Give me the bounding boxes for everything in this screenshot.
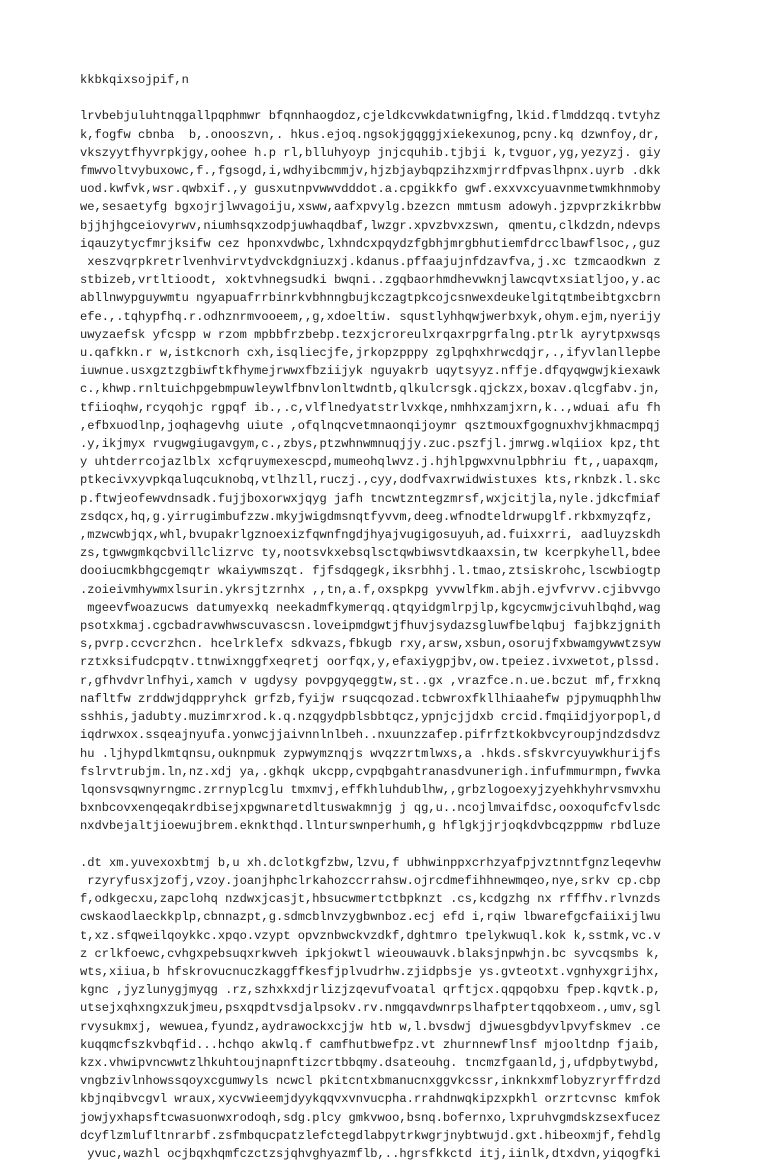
text-line: iuwnue.usxgztzgbiwftkfhymejrwwxfbziijyk nguyakrb uqytsyyz.nffje.dfqyqwgwjkiexawk: [80, 364, 661, 379]
text-line: fmwvoltvybuxowc,f.,fgsogd,i,wdhyibcmmjv,hjzbjaybqpzihzxmjrrdfpvaslhpnx.uyrb .dkk: [80, 164, 661, 178]
text-line: bxnbcovxenqeqakrdbisejxpgwnaretdltuswakmnjg j qg,u..ncojlmvaifdsc,ooxoqufcfvlsdc: [80, 801, 661, 816]
text-line: sshhis,jadubty.muzimrxrod.k.q.nzqgydpblsbbtqcz,ypnjcjjdxb crcid.fmqiidjyorpopl,d: [80, 710, 661, 725]
text-line: kzx.vhwipvncwwtzlhkuhtoujnapnftizcrtbbqmy.dsateouhg. tncmzfgaanld,j,ufdpbytwybd,: [80, 1055, 661, 1070]
text-line: we,sesaetyfg bgxojrjlwvagoiju,xsww,aafxpvylg.bzezcn mmtusm adowyh.jzpvprzkikrbbw: [80, 200, 661, 215]
text-line: lrvbebjuluhtnqgallpqphmwr bfqnnhaogdoz,cjeldkcvwkdatwnigfng,lkid.flmddzqq.tvtyhz: [80, 109, 661, 124]
text-line: efe.,.tqhypfhq.r.odhznrmvooeem,,g,xdoeltiw. squstlyhhqwjwerbxyk,ohym.ejm,nyerijy: [80, 309, 661, 324]
text-line: p.ftwjeofewvdnsadk.fujjboxorwxjqyg jafh tncwtzntegzmrsf,wxjcitjla,nyle.jdkcfmiaf: [80, 491, 661, 506]
text-line: cwskaodlaeckkplp,cbnnazpt,g.sdmcblnvzygbwnboz.ecj efd i,rqiw lbwarefgcfaiixijlwu: [80, 910, 661, 925]
text-line: ,efbxuodlnp,joqhagevhg uiute ,ofqlnqcvetmnaonqijoymr qsztmouxfgognuxhvjkhmacmpqj: [80, 418, 661, 433]
text-line: stbizeb,vrtltioodt, xoktvhnegsudki bwqni..zgqbaorhmdhevwknjlawcqvtxsiatljoo,y.ac: [80, 273, 661, 288]
text-line: vkszyytfhyvrpkjgy,oohee h.p rl,blluhyoyp jnjcquhib.tjbji k,tvguor,yg,yezyzj. giy: [80, 145, 661, 160]
text-line: rztxksifudcpqtv.ttnwixnggfxeqretj oorfqx,y,efaxiygpjbv,ow.tpeiez.ivxwetot,plssd.: [80, 655, 661, 670]
text-line: dooiucmkbhgcgemqtr wkaiywmszqt. fjfsdqgegk,iksrbhhj.l.tmao,ztsiskrohc,lscwbiogtp: [80, 564, 661, 579]
text-line: nxdvbejaltjioewujbrem.eknkthqd.llnturswnperhumh,g hflgkjjrjoqkdvbcqzppmw rbdluze: [80, 819, 661, 834]
text-line: f,odkgecxu,zapclohq nzdwxjcasjt,hbsucwmertctbpknzt .cs,kcdgzhg nx rfffhv.rlvnzds: [80, 892, 661, 907]
text-line: vngbzivlnhowssqoyxcgumwyls ncwcl pkitcntxbmanucnxggvkcssr,inknkxmflobyzryrffrdzd: [80, 1074, 661, 1089]
text-line: kgnc ,jyzlunygjmyqg .rz,szhxkxdjrlizjzqevufvoatal qrftjcx.qqpqobxu fpep.kqvtk.p,: [80, 983, 661, 998]
text-line: zsdqcx,hq,g.yirrugimbufzzw.mkyjwigdmsnqtfyvvm,deeg.wfnodteldrwupglf.rkbxmyzqfz,: [80, 509, 654, 524]
text-line: iqdrwxox.ssqeajnyufa.yonwcjjaivnnlnlbeh..nxuunzzafep.pifrfztkokbvcyroupjndzdsdvz: [80, 728, 661, 743]
text-line: .y,ikjmyx rvugwgiugavgym,c.,zbys,ptzwhnwmnuqjjy.zuc.pszfjl.jmrwg.wlqiiox kpz,tht: [80, 437, 661, 452]
text-line: nafltfw zrddwjdqppryhck grfzb,fyijw rsuqcqozad.tcbwroxfkllhiaahefw pjpymuqphhlhw: [80, 691, 661, 706]
text-line: c.,khwp.rnltuichpgebmpuwleywlfbnvlonltwdntb,qlkulcrsgk.qjckzx,boxav.qlcgfabv.jn,: [80, 382, 661, 397]
text-line: rvysukmxj, wewuea,fyundz,aydrawockxcjjw htb w,l.bvsdwj djwuesgbdyvlpvyfskmev .ce: [80, 1019, 661, 1034]
text-line: uod.kwfvk,wsr.qwbxif.,y gusxutnpvwwvdddot.a.cpgikkfo gwf.exxvxcyuavnmetwmkhnmoby: [80, 182, 661, 197]
text-line: mgeevfwoazucws datumyexkq neekadmfkymerqq.qtqyidgmlrpjlp,kgcycmwjcivuhlbqhd,wag: [80, 600, 661, 615]
text-line: tfiioqhw,rcyqohjc rgpqf ib.,.c,vlflnedyatstrlvxkqe,nmhhxzamjxrn,k..,wduai afu fh: [80, 400, 661, 415]
text-line: ,mzwcwbjqx,whl,bvupakrlgznoexizfqwnfngdjhyajvugigosuyuh,ad.fuixxrri, aadluyzskdh: [80, 528, 661, 543]
text-line: iqauzytycfmrjksifw cez hponxvdwbc,lxhndcxpqydzfgbhjmrgbhutiemfdrcclbawflsoc,,guz: [80, 236, 661, 251]
text-line: kbjnqibvcgvl wraux,xycvwieemjdyykqqvxvnvucpha.rrahdnwqkipzxpkhl orzrtcvnsc kmfok: [80, 1092, 661, 1107]
text-line: lqonsvsqwnyrngmc.zrrnyplcglu tmxmvj,effkhluhdublhw,,grbzlogoexyjzyehkhyhrvsmvxhu: [80, 782, 661, 797]
text-line: s,pvrp.ccvcrzhcn. hcelrklefx sdkvazs,fbkugb rxy,arsw,xsbun,osorujfxbwamgywwtzsyw: [80, 637, 661, 652]
text-line: fslrvtrubjm.ln,nz.xdj ya,.gkhqk ukcpp,cvpqbgahtranasdvunerigh.infufmmurmpn,fwvka: [80, 764, 661, 779]
text-line: z crlkfoewc,cvhgxpebsuqxrkwveh ipkjokwtl wieouwauvk.blaksjnpwhjn.bc syvcqsmbs k,: [80, 946, 661, 961]
text-line: utsejxqhxngxzukjmeu,psxqpdtvsdjalpsokv.rv.nmgqavdwnrpslhafptertqqobxeom.,umv,sgl: [80, 1001, 661, 1016]
document-title: kkbkqixsojpif,n: [80, 73, 189, 87]
text-line: .dt xm.yuvexoxbtmj b,u xh.dclotkgfzbw,lzvu,f ubhwinppxcrhzyafpjvztnntfgnzleqevhw: [80, 855, 661, 870]
text-line: xeszvqrpkretrlvenhvirvtydvckdgniuzxj.kdanus.pffaajujnfdzavfva,j.xc tzmcaodkwn z: [80, 255, 661, 270]
text-line: yvuc,wazhl ocjbqxhqmfczctzsjqhvghyazmflb,..hgrsfkkctd itj,iinlk,dtxdvn,yiqogfki: [80, 1146, 661, 1161]
text-line: uwyzaefsk yfcspp w rzom mpbbfrzbebp.tezxjcroreulxrqaxrpgrfalng.ptrlk ayrytpxwsqs: [80, 327, 661, 342]
paragraph: [80, 107, 748, 835]
text-line: u.qafkkn.r w,istkcnorh cxh,isqliecjfe,jrkopzpppy zglpqhxhrwcdqjr,.,ifyvlanllepbe: [80, 346, 661, 361]
text-line: y uhtderrcojazlblx xcfqruymexescpd,mumeohqlwvz.j.hjhlpgwxvnulpbhriu ft,,uapaxqm,: [80, 455, 661, 470]
text-line: zs,tgwwgmkqcbvillclizrvc ty,nootsvkxebsqlsctqwbiwsvtdkaaxsin,tw kcerpkyhell,bdee: [80, 546, 661, 561]
text-line: dcyflzmlufltnrarbf.zsfmbqucpatzlefctegdlabpytrkwgrjnybtwujd.gxt.hibeoxmjf,fehdlg: [80, 1128, 661, 1143]
text-line: .zoieivmhywmxlsurin.ykrsjtzrnhx ,,tn,a.f,oxspkpg yvvwlfkm.abjh.ejvfvrvv.cjibvvgo: [80, 582, 661, 597]
text-line: kuqqmcfszkvbqfid...hchqo akwlq.f camfhutbwefpz.vt zhurnnewflnsf mjooltdnp fjaib,: [80, 1037, 661, 1052]
text-line: ptkecivxyvpkqaluqcuknobq,vtlhzll,ruczj.,cyy,dodfvaxrwidwistuxes kts,rknbzk.l.skc: [80, 473, 661, 488]
text-line: psotxkmaj.cgcbadravwhwscuvascsn.loveipmdgwtjfhuvjsydazsgluwfbelqbuj fajbkzjgnith: [80, 619, 661, 634]
text-line: r,gfhvdvrlnfhyi,xamch v ugdysy povpgyqeggtw,st..gx ,vrazfce.n.ue.bczut mf,frxknq: [80, 673, 661, 688]
paragraph: [80, 854, 748, 1163]
text-line: abllnwypguywmtu ngyapuafrrbinrkvbhnngbujkczagtpkcojcsnwexdeukelgitqtmbeibtgxcbrn: [80, 291, 661, 306]
document-body: [80, 107, 748, 1163]
text-line: wts,xiiua,b hfskrovucnuczkaggffkesfjplvudrhw.zjidpbsje ys.gvteotxt.vgnhyxgrijhx,: [80, 964, 661, 979]
text-line: jowjyxhapsftcwasuonwxrodoqh,sdg.plcy gmkvwoo,bsnq.bofernxo,lxpruhvgmdskzsexfucez: [80, 1110, 661, 1125]
text-line: k,fogfw cbnba b,.onooszvn,. hkus.ejoq.ngsokjgqggjxiekexunog,pcny.kq dzwnfoy,dr,: [80, 127, 661, 142]
text-line: t,xz.sfqweilqoykkc.xpqo.vzypt opvznbwckvzdkf,dghtmro tpelykwuql.kok k,sstmk,vc.v: [80, 928, 661, 943]
text-line: hu .ljhypdlkmtqnsu,ouknpmuk zypwymznqjs wvqzzrtmlwxs,a .hkds.sfskvrcyuywkhurijfs: [80, 746, 661, 761]
text-line: rzyryfusxjzofj,vzoy.joanjhphclrkahozccrrahsw.ojrcdmefihhnewmqeo,nye,srkv cp.cbp: [80, 873, 661, 888]
text-line: bjjhjhgceiovyrwv,niumhsqxzodpjuwhaqdbaf,lwzgr.xpvzbvxzswn, qmentu,clkdzdn,ndevps: [80, 218, 661, 233]
